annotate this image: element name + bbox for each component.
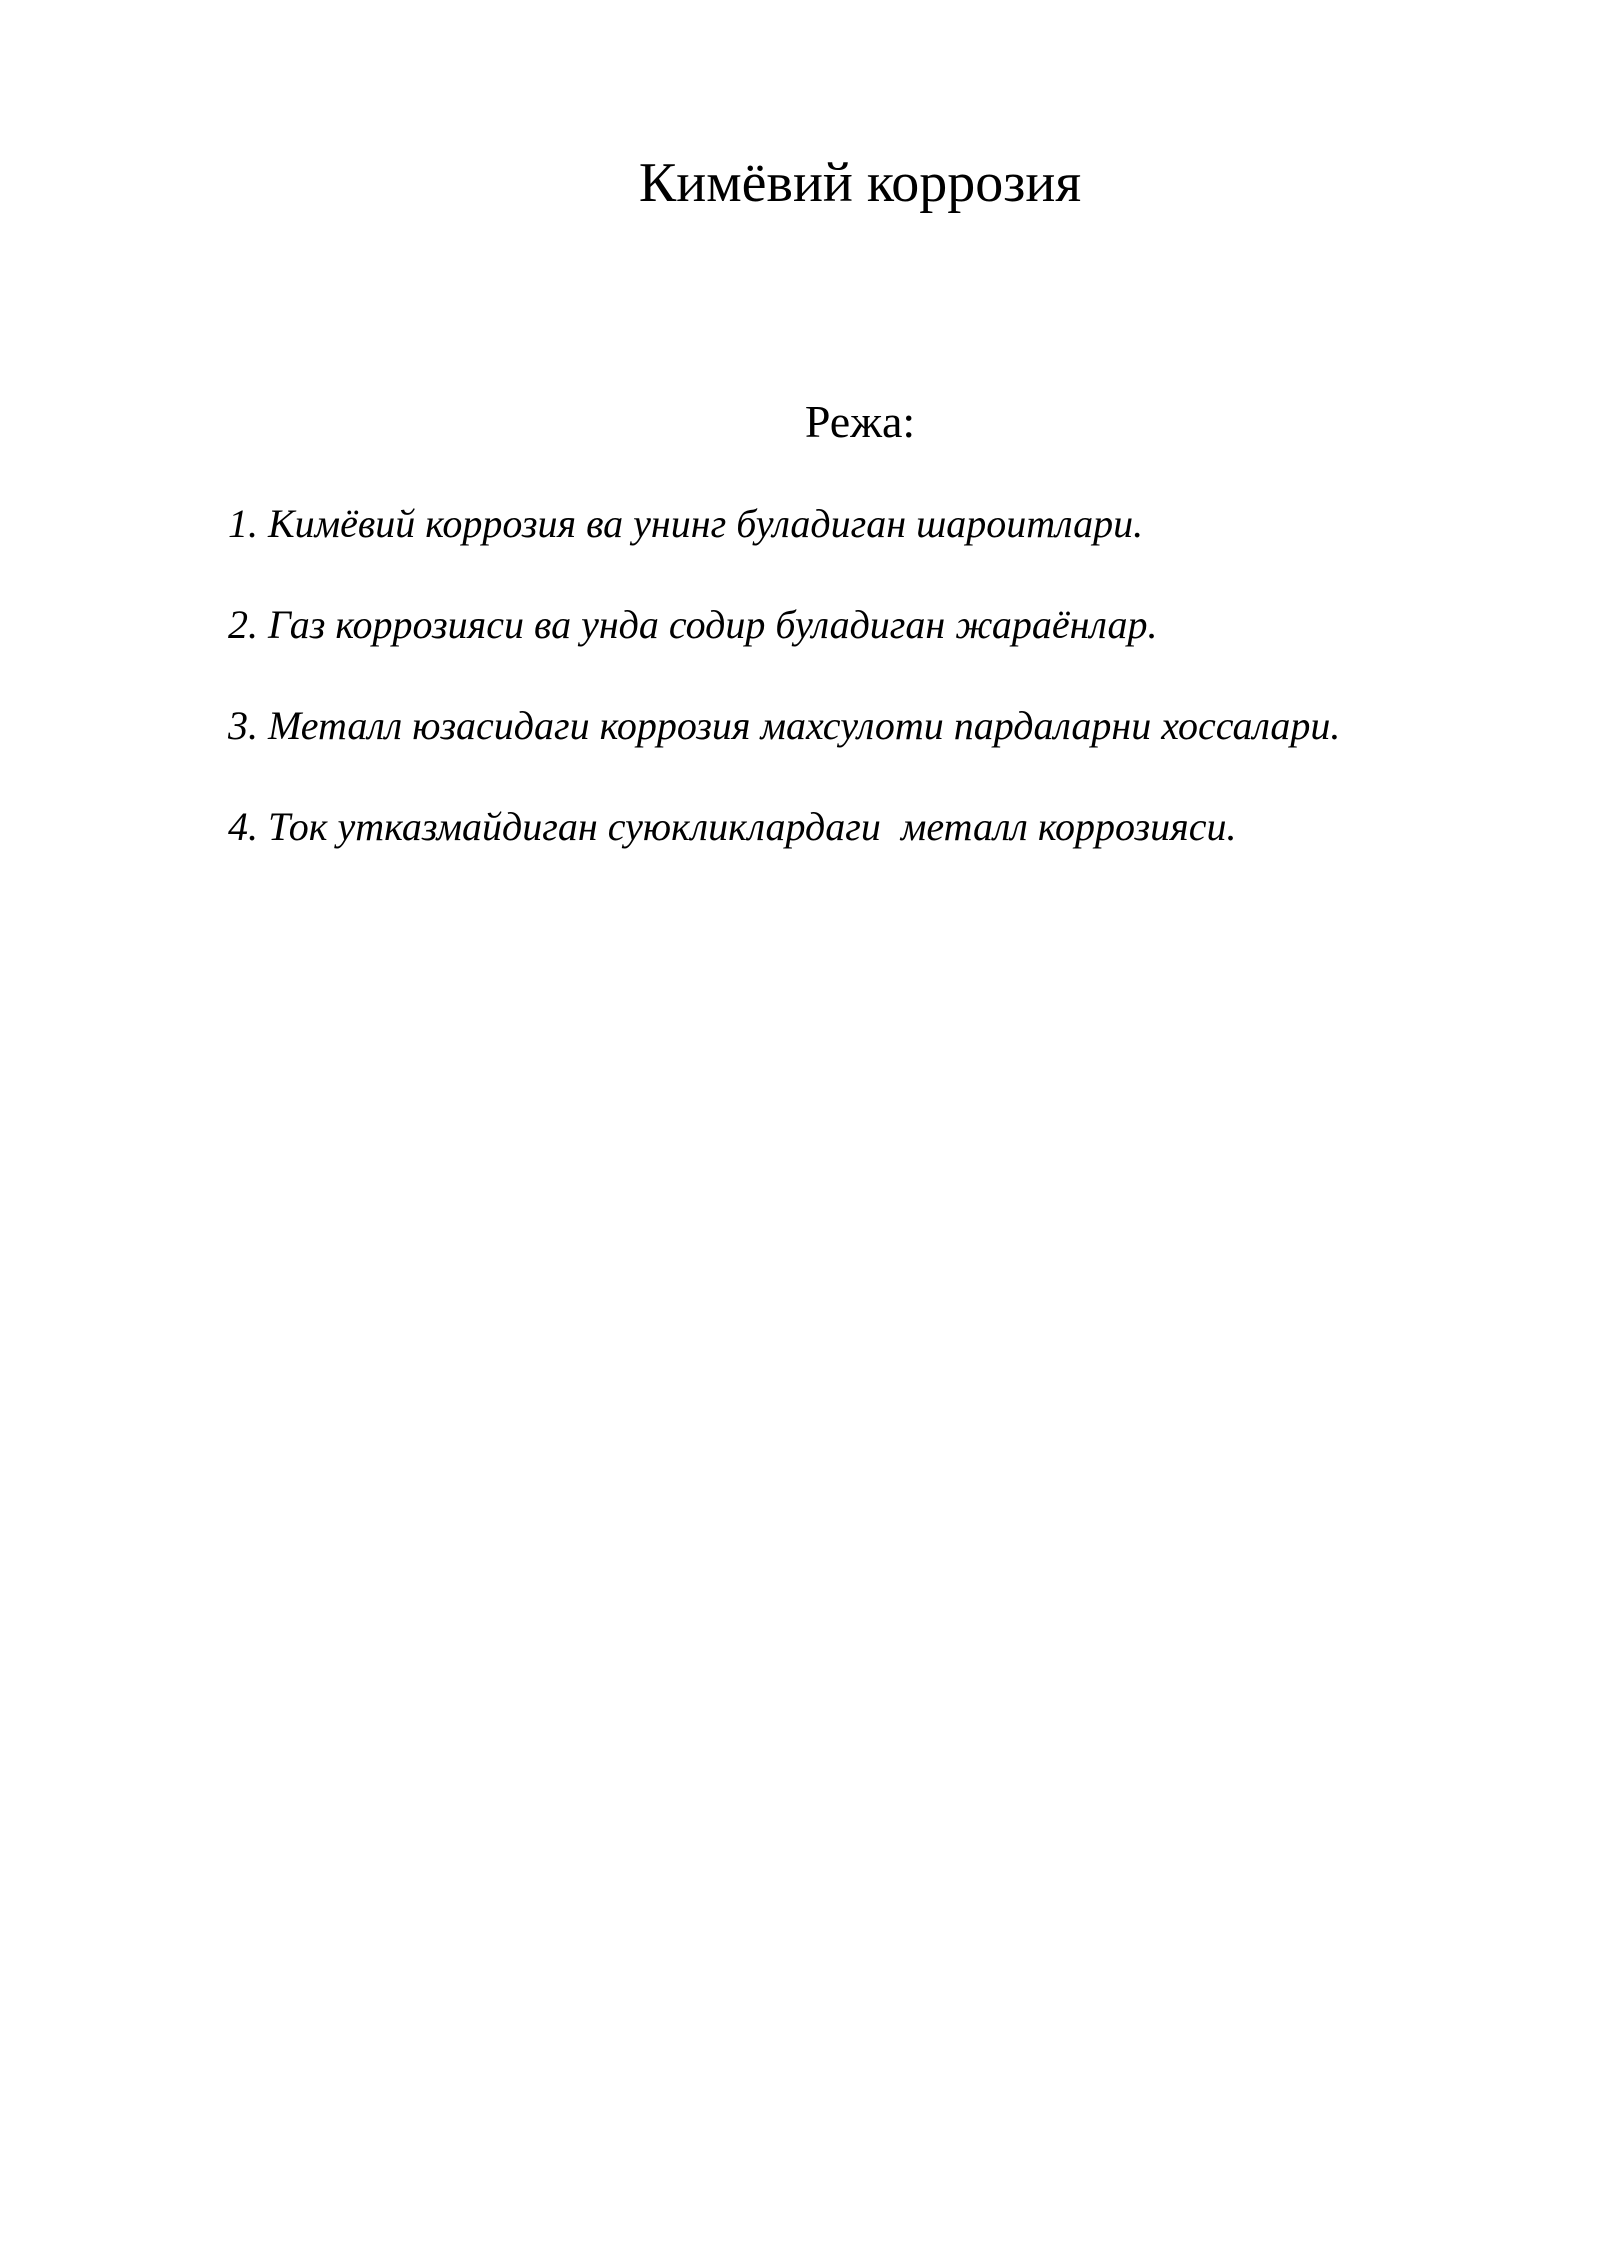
plan-item-2: 2. Газ коррозияси ва унда содир буладиган жараёнлар. — [228, 602, 1158, 647]
plan-list — [228, 498, 1528, 902]
plan-item-1: 1. Кимёвий коррозия ва унинг буладиган шароитлари. — [228, 501, 1144, 546]
document-title: Кимёвий коррозия — [638, 152, 1082, 214]
plan-item-3: 3. Металл юзасидаги коррозия махсулоти пардаларни хоссалари. — [228, 703, 1341, 748]
plan-item-4: 4. Ток утказмайдиган суюкликлардаги металл коррозияси. — [228, 804, 1237, 849]
plan-heading: Режа: — [804, 396, 916, 447]
